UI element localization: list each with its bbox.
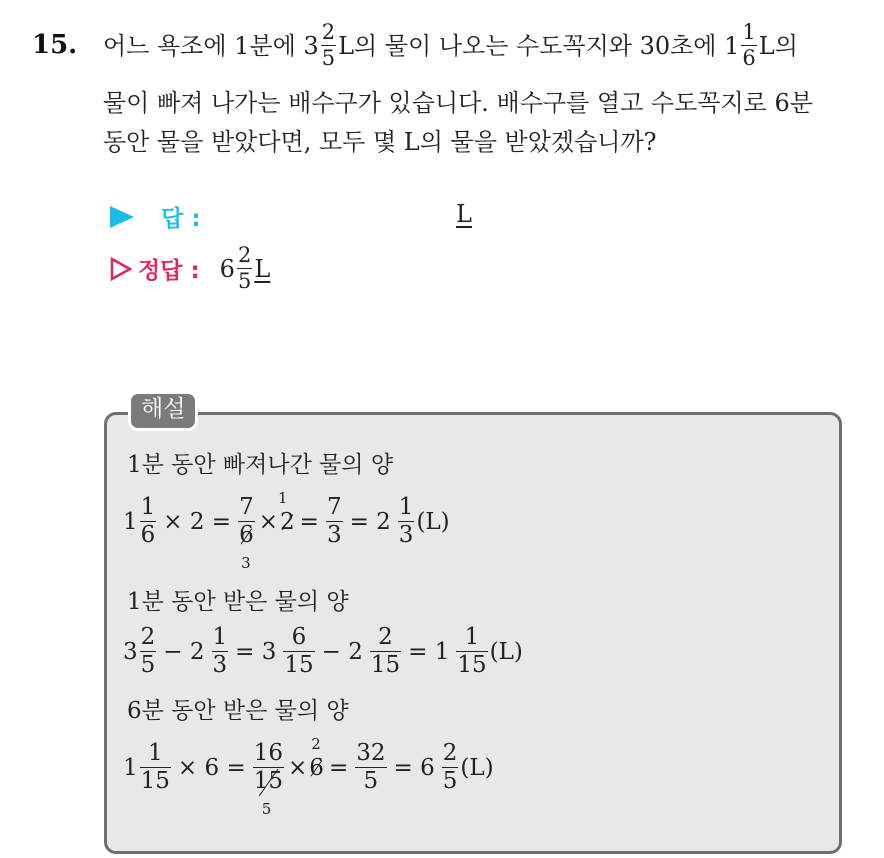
question-line-2: 물이 빠져 나가는 배수구가 있습니다. 배수구를 열고 수도꼭지로 6분	[103, 89, 813, 117]
fraction: $\frac{2}{5}$	[321, 20, 336, 70]
solution-equation-2: 3 $\frac{2}{5}$ − 2 $\frac{1}{3}$ = 3 $\frac{6}{15}$ − 2 $\frac{2}{15}$ = 1 $\frac{1}{15}$ (L)	[123, 624, 523, 678]
outline-triangle-icon	[110, 257, 132, 281]
play-triangle-icon	[110, 206, 134, 228]
question-line-1	[103, 22, 798, 69]
question-line-3: 동안 물을 받았다면, 모두 몇 L의 물을 받았겠습니까?	[103, 128, 657, 156]
solution-line-3: 6분 동안 받은 물의 양	[127, 698, 349, 724]
solution-line-1: 1분 동안 빠져나간 물의 양	[127, 452, 394, 478]
fraction: $\frac{1}{6}$	[742, 20, 756, 70]
answer-row	[110, 200, 201, 233]
solution-tab: 해설	[128, 391, 198, 431]
correct-answer-row	[110, 245, 270, 292]
question-text: L의 물이 나오는 수도꼭지와 30초에 1	[338, 31, 740, 60]
solution-equation-3: 1 $\frac{1}{15}$ × 6 = 16 15 5 × 6 2 = $\frac{32}{5}$ = 6 $\frac{2}{5}$ (L)	[123, 734, 494, 818]
solution-equation-1: 1 $\frac{1}{6}$ × 2 = 7 6 3 × 2 1 = $\frac{7}{3}$ = 2 $\frac{1}{3}$ (L)	[123, 488, 450, 572]
question-number: 15.	[32, 30, 78, 60]
correct-answer-label: 정답 :	[138, 258, 200, 284]
correct-answer-value: 6 $\frac{2}{5}$ L	[219, 243, 271, 293]
question-text: 어느 욕조에 1분에 3	[103, 31, 319, 60]
answer-label: 답 :	[161, 206, 201, 232]
solution-line-2: 1분 동안 받은 물의 양	[127, 589, 349, 615]
answer-unit: L	[456, 200, 472, 228]
question-text: L의	[758, 31, 798, 60]
